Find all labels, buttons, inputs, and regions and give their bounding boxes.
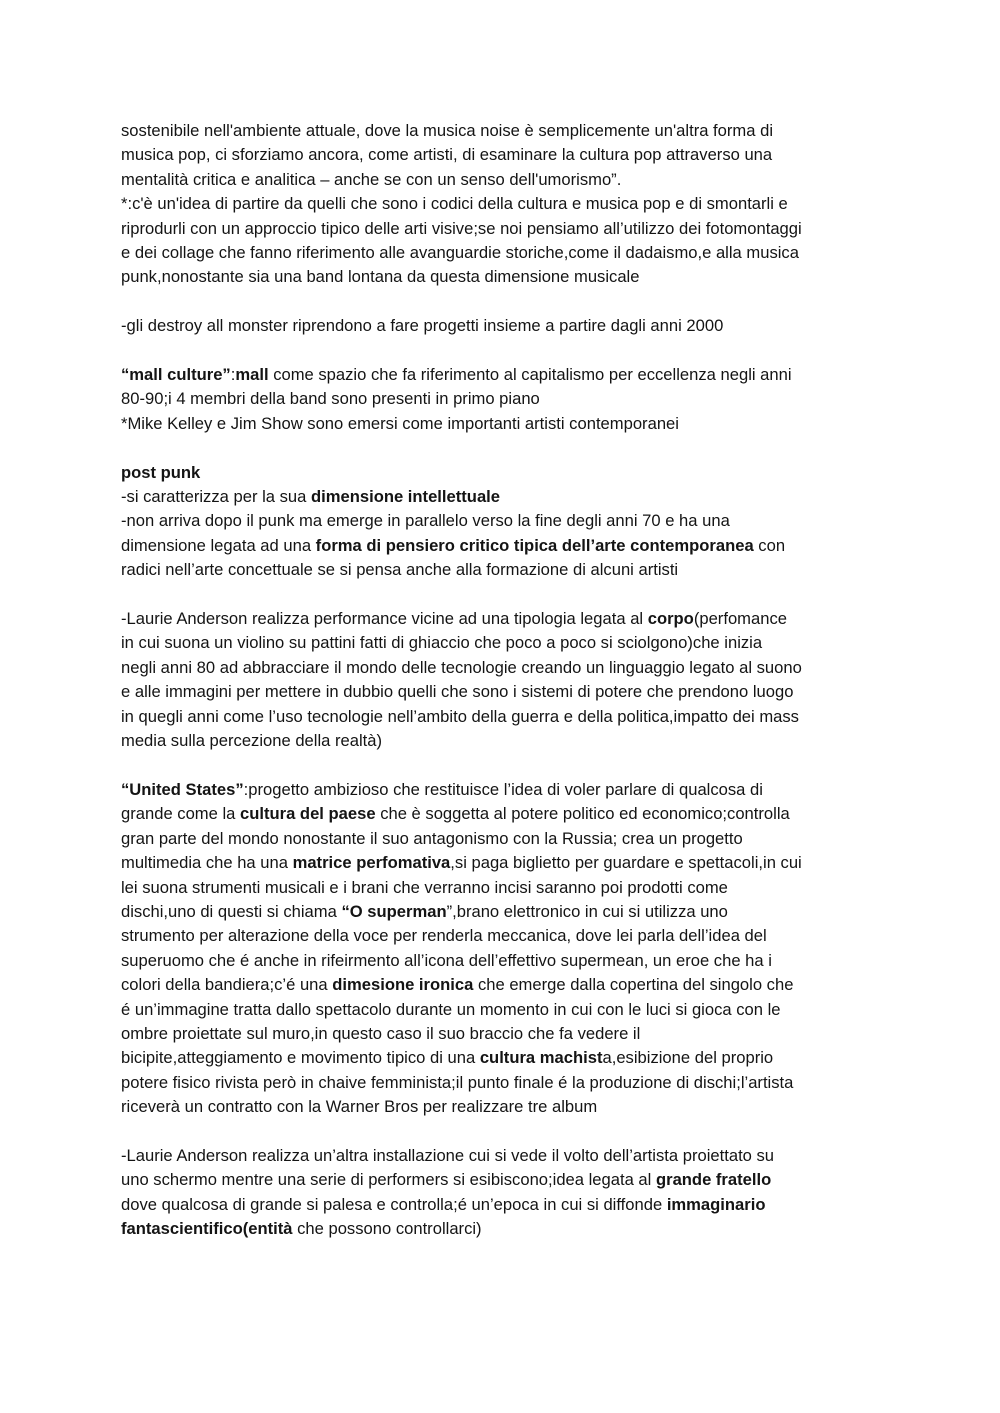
text-line [121,534,886,558]
text-line [121,1071,886,1095]
text-span: :progetto ambizioso che restituisce l’idea di voler parlare di qualcosa di [243,779,763,799]
text-line [121,876,886,900]
text-span: é un’immagine tratta dallo spettacolo durante un momento in cui con le luci si gioca con le [121,999,781,1019]
text-span: -non arriva dopo il punk ma emerge in parallelo verso la fine degli anni 70 e ha una [121,511,730,531]
text-line [121,143,886,167]
text-line [121,461,886,485]
bold-text: cultura machist [479,1048,603,1068]
text-line [121,1168,886,1192]
text-line [121,363,886,387]
text-span: riprodurli con un approccio tipico delle arti visive;se noi pensiamo all’utilizzo dei fotomontaggi [121,218,802,238]
text-line [121,1022,886,1046]
text-span: in cui suona un violino su pattini fatti di ghiaccio che poco a poco si sciolgono)che inizia [121,633,763,653]
text-span: (perfomance [693,609,787,629]
text-line [121,192,886,216]
text-span: mentalità critica e analitica – anche se con un senso dell'umorismo”. [121,169,622,189]
text-span: strumento per alterazione della voce per renderla meccanica, dove lei parla dell’idea del [121,926,767,946]
text-span: negli anni 80 ad abbracciare il mondo delle tecnologie creando un linguaggio legato al suono [121,657,802,677]
bold-text: “United States” [121,779,244,799]
text-span: -gli destroy all monster riprendono a fare progetti insieme a partire dagli anni 2000 [121,316,724,336]
paragraph [121,363,886,436]
bold-text: matrice perfomativa [292,853,451,873]
text-line [121,607,886,631]
text-span: dimensione legata ad una [121,535,316,555]
text-span: in quegli anni come l’uso tecnologie nell’ambito della guerra e della politica,impatto dei mass [121,706,799,726]
bold-text: fantascientifico(entità [121,1219,293,1239]
text-span: e alle immagini per mettere in dubbio quelli che sono i sistemi di potere che prendono luogo [121,682,794,702]
text-span: come spazio che fa riferimento al capitalismo per eccellenza negli anni [268,365,792,385]
text-span: *:c'è un'idea di partire da quelli che sono i codici della cultura e musica pop e di smontarli e [121,194,788,214]
text-line [121,973,886,997]
text-line [121,485,886,509]
text-span: che emerge dalla copertina del singolo che [473,975,794,995]
bold-text: immaginario [666,1194,766,1214]
text-span: ombre proiettate sul muro,in questo caso il suo braccio che fa vedere il [121,1023,641,1043]
paragraph [121,607,886,753]
text-span: lei suona strumenti musicali e i brani che verranno incisi saranno poi prodotti come [121,877,728,897]
text-line [121,900,886,924]
paragraph [121,1144,886,1242]
text-line [121,509,886,533]
text-line [121,656,886,680]
paragraph [121,119,886,290]
text-line [121,265,886,289]
text-span: -Laurie Anderson realizza un’altra installazione cui si vede il volto dell’artista proiettato su [121,1145,775,1165]
text-line [121,217,886,241]
bold-text: dimesione ironica [332,975,474,995]
text-line [121,387,886,411]
text-span: dischi,uno di questi si chiama [121,901,342,921]
paragraph [121,461,886,583]
text-span: a,esibizione del proprio [602,1048,774,1068]
text-span: colori della bandiera;c’é una [121,975,333,995]
bold-text: forma di pensiero critico tipica dell’arte contemporanea [315,535,754,555]
text-span: che è soggetta al potere politico ed economico;controlla [375,804,790,824]
text-line [121,802,886,826]
text-span: -si caratterizza per la sua [121,487,311,507]
bold-text: corpo [647,609,694,629]
text-span: ”,brano elettronico in cui si utilizza uno [446,901,728,921]
text-line [121,924,886,948]
document-page [121,119,886,1266]
text-line [121,705,886,729]
bold-text: grande fratello [655,1170,772,1190]
bold-text: cultura del paese [240,804,376,824]
text-span: sostenibile nell'ambiente attuale, dove la musica noise è semplicemente un'altra forma di [121,121,774,140]
text-span: media sulla percezione della realtà) [121,731,383,751]
text-line [121,680,886,704]
text-span: 80-90;i 4 membri della band sono presenti in primo piano [121,389,540,409]
text-line [121,1095,886,1119]
text-span: radici nell’arte concettuale se si pensa anche alla formazione di alcuni artisti [121,560,679,580]
text-span: e dei collage che fanno riferimento alle avanguardie storiche,come il dadaismo,e alla musica [121,243,799,263]
text-span: *Mike Kelley e Jim Show sono emersi come importanti artisti contemporanei [121,413,679,433]
paragraph [121,778,886,1120]
bold-text: dimensione intellettuale [310,487,501,507]
text-line [121,1193,886,1217]
bold-text: post punk [121,462,201,482]
text-line [121,1217,886,1241]
text-line [121,1144,886,1168]
text-line [121,241,886,265]
text-line [121,558,886,582]
text-span: bicipite,atteggiamento e movimento tipico di una [121,1048,480,1068]
text-line [121,778,886,802]
text-span: potere fisico rivista però in chaive femminista;il punto finale é la produzione di dischi;l’artista [121,1072,794,1092]
text-line [121,827,886,851]
text-line [121,168,886,192]
text-span: ,si paga biglietto per guardare e spettacoli,in cui [450,853,802,873]
text-span: punk,nonostante sia una band lontana da questa dimensione musicale [121,267,640,287]
text-span: superuomo che é anche in rifeirmento all’icona dell’effettivo supermean, un eroe che ha i [121,950,772,970]
text-span: riceverà un contratto con la Warner Bros per realizzare tre album [121,1097,598,1117]
text-line [121,949,886,973]
bold-text: “mall culture” [121,365,231,385]
text-line [121,631,886,655]
text-span: uno schermo mentre una serie di performers si esibiscono;idea legata al [121,1170,656,1190]
text-span: grande come la [121,804,240,824]
text-span: che possono controllarci) [292,1219,482,1239]
text-line [121,314,886,338]
text-span: : [230,365,236,385]
bold-text: mall [235,365,269,385]
text-line [121,729,886,753]
text-line [121,851,886,875]
paragraph [121,314,886,338]
text-span: multimedia che ha una [121,853,293,873]
text-line [121,998,886,1022]
text-span: musica pop, ci sforziamo ancora, come artisti, di esaminare la cultura pop attraverso una [121,145,773,165]
text-line [121,412,886,436]
text-span: con [753,535,786,555]
text-line [121,1046,886,1070]
text-span: -Laurie Anderson realizza performance vicine ad una tipologia legata al [121,609,648,629]
text-span: dove qualcosa di grande si palesa e controlla;é un’epoca in cui si diffonde [121,1194,667,1214]
bold-text: “O superman [341,901,447,921]
text-span: gran parte del mondo nonostante il suo antagonismo con la Russia; crea un progetto [121,828,743,848]
text-line [121,119,886,143]
